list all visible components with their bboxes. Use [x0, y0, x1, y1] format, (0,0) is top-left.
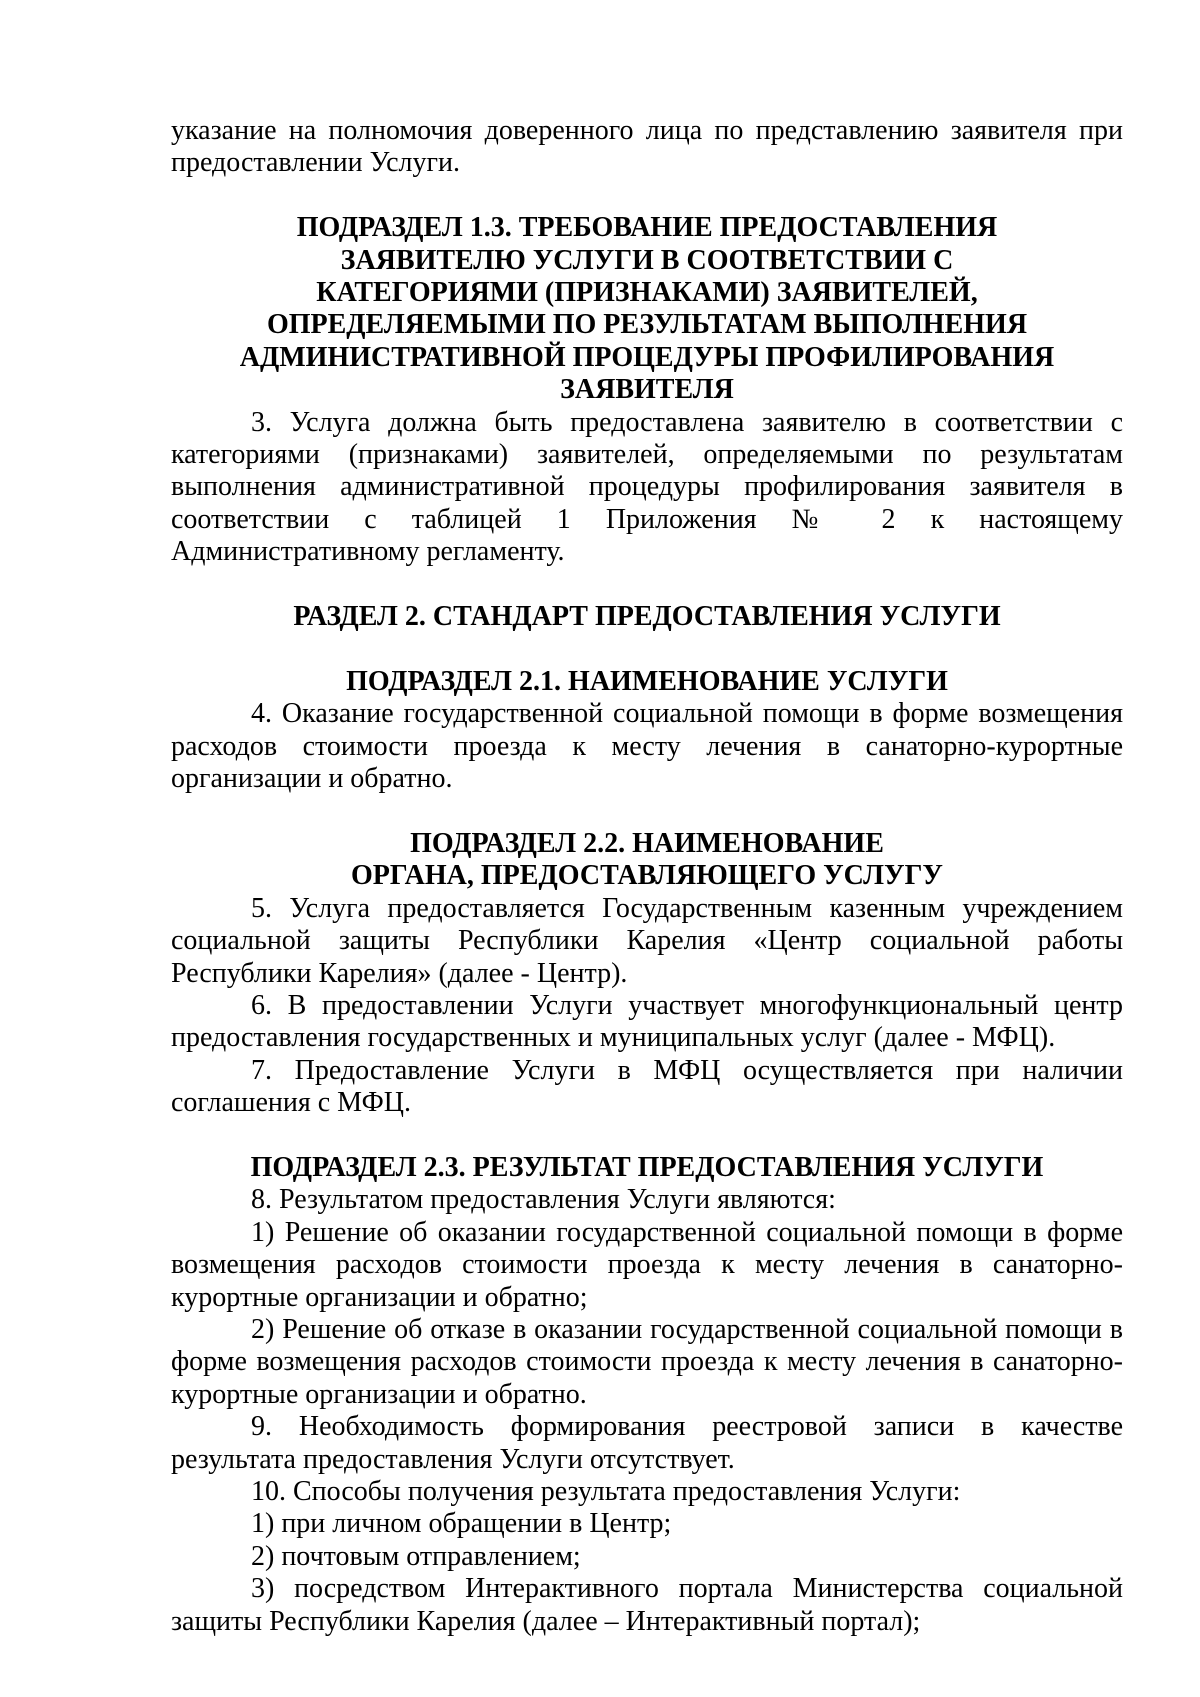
- subsection-2-2-heading: ПОДРАЗДЕЛ 2.2. НАИМЕНОВАНИЕ ОРГАНА, ПРЕДОСТАВЛЯЮЩЕГО УСЛУГУ: [351, 827, 943, 892]
- paragraph-10-item-1: 1) при личном обращении в Центр;: [251, 1508, 672, 1540]
- subsection-2-3: [171, 1152, 1123, 1638]
- subsection-1-3: [171, 212, 1123, 568]
- paragraph-9: 9. Необходимость формирования реестровой записи в качестве результата предоставления Услуги отсутствует.: [171, 1411, 1123, 1475]
- paragraph-10: 10. Способы получения результата предоставления Услуги:: [251, 1475, 961, 1507]
- section-2-heading: РАЗДЕЛ 2. СТАНДАРТ ПРЕДОСТАВЛЕНИЯ УСЛУГИ: [293, 601, 1001, 633]
- paragraph-3: 3. Услуга должна быть предоставлена заявителю в соответствии с категориями (признаками) заявителей, определяемыми по результатам выполнения административной процедуры профилирования заявителя в соответствии с таблицей 1 Приложения № 2 к настоящему Административному регламенту.: [171, 406, 1123, 568]
- subsection-2-2: [171, 828, 1123, 1120]
- paragraph-8-item-1: 1) Решение об оказании государственной социальной помощи в форме возмещения расходов стоимости проезда к месту лечения в санаторно-курортные организации и обратно;: [171, 1216, 1123, 1313]
- paragraph-5: 5. Услуга предоставляется Государственным казенным учреждением социальной защиты Республики Карелия «Центр социальной работы Республики Карелия» (далее - Центр).: [171, 892, 1123, 989]
- paragraph-10-item-2: 2) почтовым отправлением;: [251, 1540, 581, 1572]
- paragraph-8-item-2: 2) Решение об отказе в оказании государственной социальной помощи в форме возмещения расходов стоимости проезда к месту лечения в санаторно-курортные организации и обратно.: [171, 1313, 1123, 1410]
- subsection-2-1: [171, 666, 1123, 796]
- subsection-2-1-heading: ПОДРАЗДЕЛ 2.1. НАИМЕНОВАНИЕ УСЛУГИ: [346, 665, 948, 697]
- paragraph-7: 7. Предоставление Услуги в МФЦ осуществляется при наличии соглашения с МФЦ.: [171, 1054, 1123, 1119]
- paragraph-10-item-3: 3) посредством Интерактивного портала Министерства социальной защиты Республики Карелия (далее – Интерактивный портал);: [171, 1573, 1123, 1637]
- subsection-2-3-heading: ПОДРАЗДЕЛ 2.3. РЕЗУЛЬТАТ ПРЕДОСТАВЛЕНИЯ УСЛУГИ: [250, 1151, 1044, 1183]
- subsection-1-3-heading: ПОДРАЗДЕЛ 1.3. ТРЕБОВАНИЕ ПРЕДОСТАВЛЕНИЯ ЗАЯВИТЕЛЮ УСЛУГИ В СООТВЕТСТВИИ С КАТЕГОРИЯМИ (ПРИЗНАКАМИ) ЗАЯВИТЕЛЕЙ, ОПРЕДЕЛЯЕМЫМИ ПО РЕЗУЛЬТАТАМ ВЫПОЛНЕНИЯ АДМИНИСТРАТИВНОЙ ПРОЦЕДУРЫ ПРОФИЛИРОВАНИЯ ЗАЯВИТЕЛЯ: [239, 212, 1055, 406]
- paragraph-continuation: указание на полномочия доверенного лица по представлению заявителя при предоставлении Услуги.: [171, 115, 1123, 179]
- document-page: [171, 115, 1123, 1638]
- paragraph-8: 8. Результатом предоставления Услуги являются:: [251, 1184, 836, 1216]
- paragraph-6: 6. В предоставлении Услуги участвует многофункциональный центр предоставления государственных и муниципальных услуг (далее - МФЦ).: [171, 989, 1123, 1054]
- paragraph-4: 4. Оказание государственной социальной помощи в форме возмещения расходов стоимости проезда к месту лечения в санаторно-курортные организации и обратно.: [171, 698, 1123, 795]
